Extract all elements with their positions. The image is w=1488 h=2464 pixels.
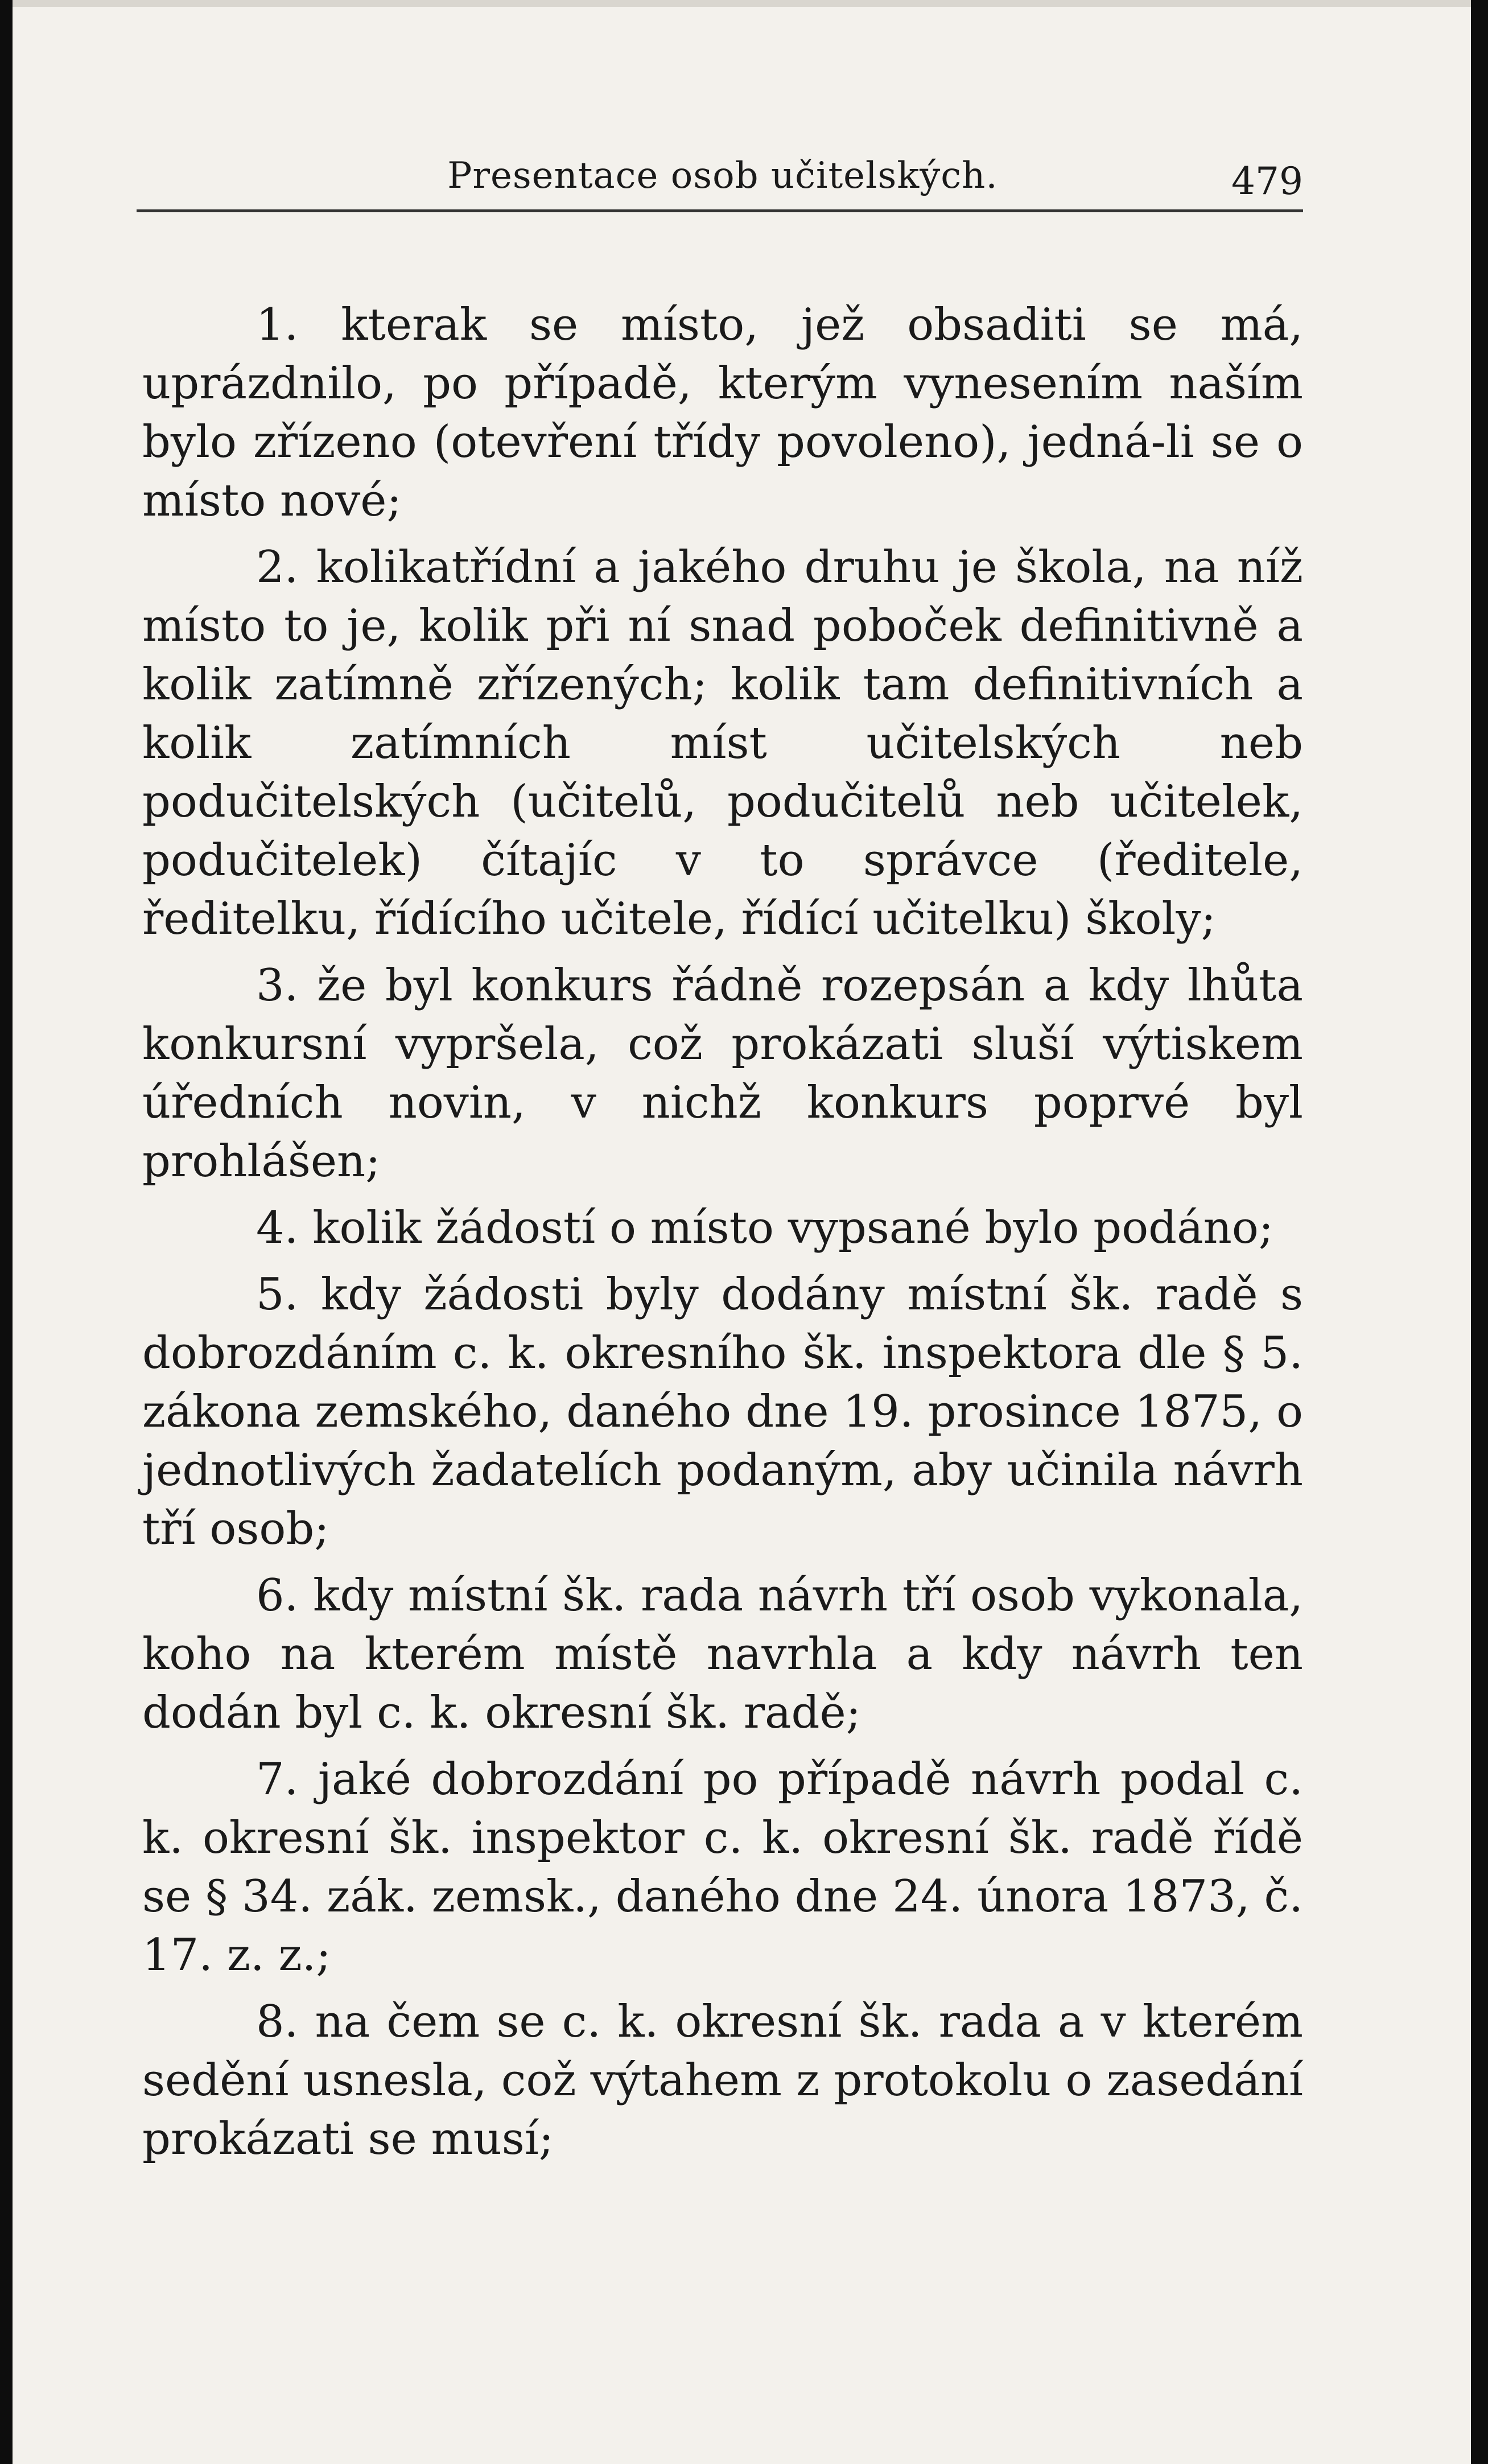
list-item-3: 3. že byl konkurs řádně rozepsán a kdy lhůta konkursní vypršela, což prokázati sluší výtiskem úředních novin, v nichž konkurs poprvé byl prohlášen; bbox=[142, 960, 1303, 1187]
list-item-7: 7. jaké dobrozdání po případě návrh podal c. k. okresní šk. inspektor c. k. okresní šk. radě řídě se § 34. zák. zemsk., daného dne 24. února 1873, č. 17. z. z.; bbox=[142, 1754, 1303, 1981]
running-head bbox=[142, 142, 1303, 211]
body-text bbox=[142, 296, 1303, 2169]
scan-border-left bbox=[0, 0, 13, 2464]
scan-border-top bbox=[0, 0, 1488, 7]
list-item-4: 4. kolik žádostí o místo vypsané bylo podáno; bbox=[256, 1202, 1274, 1254]
book-page bbox=[142, 142, 1303, 2177]
page-number: 479 bbox=[1231, 159, 1303, 203]
header-rule bbox=[137, 209, 1303, 212]
list-item-1: 1. kterak se místo, jež obsaditi se má, uprázdnilo, po případě, kterým vynesením naším bylo zřízeno (otevření třídy povoleno), jedná-li se o místo nové; bbox=[142, 299, 1303, 526]
running-head-title: Presentace osob učitelských. bbox=[447, 155, 998, 197]
scan-border-right bbox=[1471, 0, 1488, 2464]
list-item-8: 8. na čem se c. k. okresní šk. rada a v kterém sedění usnesla, což výtahem z protokolu o zasedání prokázati se musí; bbox=[142, 1996, 1303, 2165]
list-item-6: 6. kdy místní šk. rada návrh tří osob vykonala, koho na kterém místě navrhla a kdy návrh ten dodán byl c. k. okresní šk. radě; bbox=[142, 1570, 1303, 1738]
list-item-5: 5. kdy žádosti byly dodány místní šk. radě s dobrozdáním c. k. okresního šk. inspektora dle § 5. zákona zemského, daného dne 19. prosince 1875, o jednotlivých žadatelích podaným, aby učinila návrh tří osob; bbox=[142, 1269, 1303, 1555]
list-item-2: 2. kolikatřídní a jakého druhu je škola, na níž místo to je, kolik při ní snad poboček definitivně a kolik zatímně zřízených; kolik tam definitivních a kolik zatímních míst učitelských neb podučitelských (učitelů, podučitelů neb učitelek, podučitelek) čítajíc v to správce (ředitele, ředitelku, řídícího učitele, řídící učitelku) školy; bbox=[142, 542, 1303, 945]
